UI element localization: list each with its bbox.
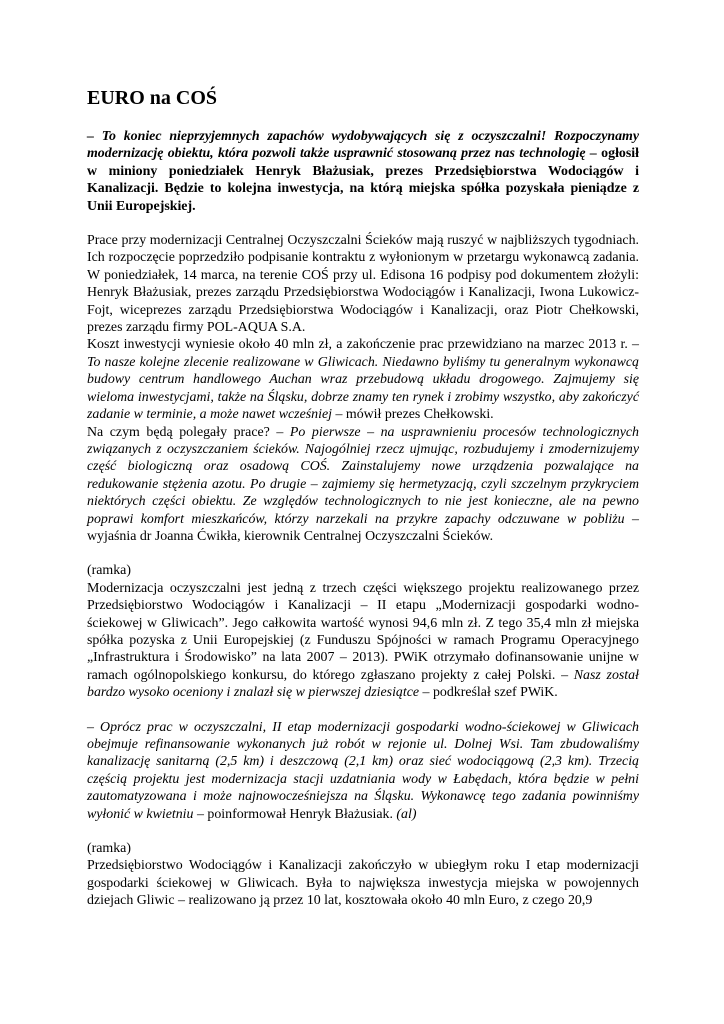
article-title: EURO na COŚ — [87, 87, 218, 109]
paragraph-2: Koszt inwestycji wyniesie około 40 mln zł, a zakończenie prac przewidziano na marzec 2013 r. – To nasze kolejne zlecenie realizowane w Gliwicach. Niedawno byliśmy tu generalnym wykonawcą budowy centrum handlowego Auchan wraz przebudową układu drogowego. Zajmujemy się wieloma inwestycjami, także na Śląsku, dobrze znamy ten rynek i zrobimy wszystko, aby zakończyć zadanie w terminie, a może nawet wcześniej – mówił prezes Chełkowski. — [87, 337, 639, 423]
paragraph-6: Przedsiębiorstwo Wodociągów i Kanalizacji zakończyło w ubiegłym roku I etap modernizacji gospodarki ściekowej w Gliwicach. Była to największa inwestycja miejska w powojennych dziejach Gliwic – realizowano ją przez 10 lat, kosztowała około 40 mln Euro, z czego 20,9 — [87, 858, 639, 909]
quote-chelkowski: – To nasze kolejne zlecenie realizowane w Gliwicach. Niedawno byliśmy tu generalnym wykonawcą budowy centrum handlowego Auchan wraz przebudową układu drogowego. Zajmujemy się wieloma inwestycjami, także na Śląsku, dobrze znamy ten rynek i zrobimy wszystko, aby zakończyć zadanie w terminie, a może nawet wcześniej — [87, 337, 639, 423]
document-page — [87, 86, 639, 910]
lead-paragraph — [87, 128, 639, 215]
lead-attribution: ogłosił w miniony poniedziałek Henryk Błażusiak, prezes Przedsiębiorstwa Wodociągów i Kanalizacji. Będzie to kolejna inwestycja, na którą miejska spółka pozyskała pieniądze z Unii Europejskiej. — [87, 146, 639, 214]
quote-blazusiak: – Oprócz prac w oczyszczalni, II etap modernizacji gospodarki wodno-ściekowej w Gliwicach obejmuje refinansowanie wykonanych już robót w rejonie ul. Dolnej Wsi. Tam zbudowaliśmy kanalizację sanitarną (2,5 km) i deszczową (2,1 km) oraz sieć wodociągową (2,3 km). Trzecią częścią projektu jest modernizacja stacji uzdatniania wody w Łabędach, która będzie w pełni zautomatyzowana i może najnowocześniejsza na Śląsku. Wykonawcę tego zadania powinniśmy wyłonić w kwietniu – — [87, 719, 639, 822]
paragraph-1: Prace przy modernizacji Centralnej Oczyszczalni Ścieków mają ruszyć w najbliższych tygodniach. Ich rozpoczęcie poprzedziło podpisanie kontraktu z wyłonionym w przetargu wykonawcą zadania. W poniedziałek, 14 marca, na terenie COŚ przy ul. Edisona 16 podpisy pod dokumentem złożyli: Henryk Błażusiak, prezes zarządu Przedsiębiorstwa Wodociągów i Kanalizacji, Iwona Lukowicz-Fojt, wiceprezes zarządu Przedsiębiorstwa Wodociągów i Kanalizacji, oraz Piotr Chełkowski, prezes zarządu firmy POL-AQUA S.A. — [87, 233, 639, 336]
paragraph-3: Na czym będą polegały prace? – Po pierwsze – na usprawnieniu procesów technologicznych związanych z oczyszczaniem ścieków. Najogólniej rzecz ujmując, rozbudujemy i zmodernizujemy część biologiczną oraz osadową COŚ. Zainstalujemy nowe urządzenia pozwalające na redukowanie stężenia azotu. Po drugie – zajmiemy się hermetyzacją, czyli szczelnym przykryciem niektórych części obiektu. Ze względów technologicznych to nie jest konieczne, ale na pewno poprawi komfort mieszkańców, którzy narzekali na przykre zapachy odczuwane w pobliżu – wyjaśnia dr Joanna Ćwikła, kierownik Centralnej Oczyszczalni Ścieków. — [87, 424, 639, 544]
paragraph-4: Modernizacja oczyszczalni jest jedną z trzech części większego projektu realizowanego przez Przedsiębiorstwo Wodociągów i Kanalizacji – II etapu „Modernizacji gospodarki wodno-ściekowej w Gliwicach”. Jego całkowita wartość wynosi 94,6 mln zł. Z tego 35,4 mln zł miejska spółka pozyska z Unii Europejskiej (z Funduszu Spójności w ramach Programu Operacyjnego „Infrastruktura i Środowisko” na lata 2007 – 2013). PWiK otrzymało dofinansowanie unijne w ramach ogólnopolskiego konkursu, do którego zgłaszano projekty z całej Polski. – Nasz został bardzo wysoko oceniony i znalazł się w pierwszej dziesiątce – podkreślał szef PWiK. — [87, 580, 639, 701]
quote-cwikla: – Po pierwsze – na usprawnieniu procesów technologicznych związanych z oczyszczaniem ścieków. Najogólniej rzecz ujmując, rozbudujemy i zmodernizujemy część biologiczną oraz osadową COŚ. Zainstalujemy nowe urządzenia pozwalające na redukowanie stężenia azotu. Po drugie – zajmiemy się hermetyzacją, czyli szczelnym przykryciem niektórych części obiektu. Ze względów technologicznych to nie jest konieczne, ale na pewno poprawi komfort mieszkańców, którzy narzekali na przykre zapachy odczuwane w pobliżu — [87, 424, 639, 527]
quote-pwik: – Nasz został bardzo wysoko oceniony i znalazł się w pierwszej dziesiątce – — [87, 667, 639, 701]
lead-quote: – To koniec nieprzyjemnych zapachów wydobywających się z oczyszczalni! Rozpoczynamy modernizację obiektu, która pozwoli także usprawnić stosowaną przez nas technologię – — [87, 129, 639, 162]
ramka-label-1: (ramka) — [87, 563, 131, 579]
author-initials: (al) — [396, 806, 417, 822]
ramka-label-2: (ramka) — [87, 841, 131, 857]
paragraph-5: – Oprócz prac w oczyszczalni, II etap modernizacji gospodarki wodno-ściekowej w Gliwicach obejmuje refinansowanie wykonanych już robót w rejonie ul. Dolnej Wsi. Tam zbudowaliśmy kanalizację sanitarną (2,5 km) i deszczową (2,1 km) oraz sieć wodociągową (2,3 km). Trzecią częścią projektu jest modernizacja stacji uzdatniania wody w Łabędach, która będzie w pełni zautomatyzowana i może najnowocześniejsza na Śląsku. Wykonawcę tego zadania powinniśmy wyłonić w kwietniu – poinformował Henryk Błażusiak. (al) — [87, 719, 639, 822]
